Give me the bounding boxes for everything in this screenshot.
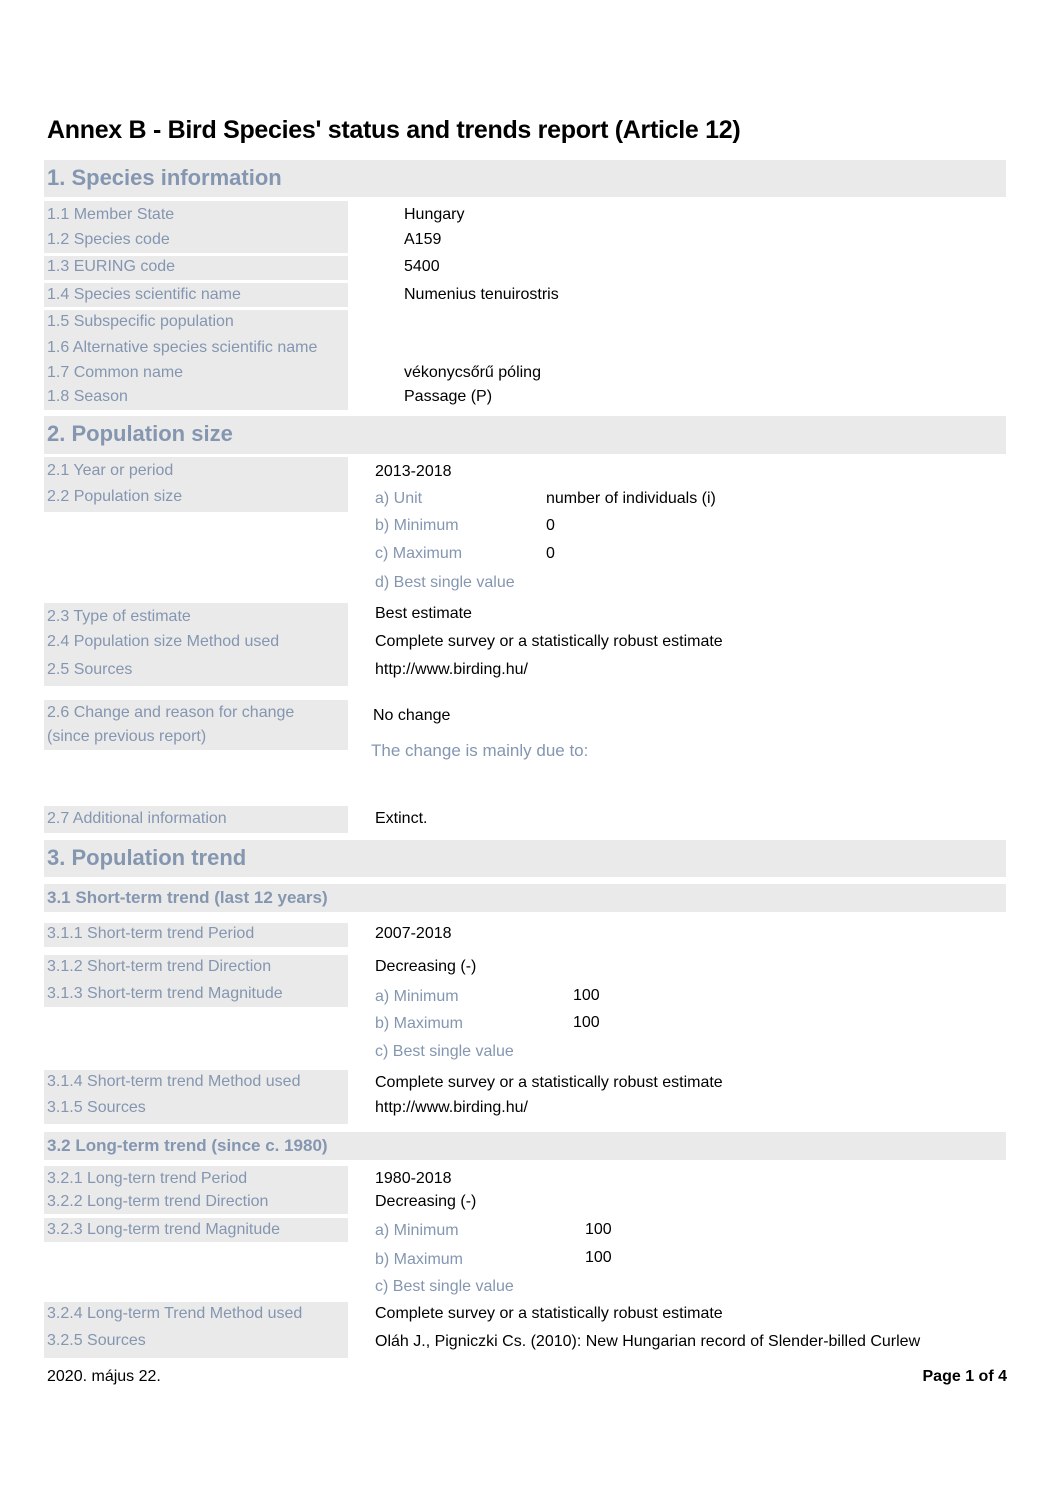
footer-date: 2020. május 22.	[47, 1368, 161, 1385]
long-term-minimum-value: 100	[585, 1221, 612, 1238]
long-term-minimum-label: a) Minimum	[375, 1222, 459, 1239]
minimum-label: b) Minimum	[375, 517, 459, 534]
sources-value: http://www.birding.hu/	[375, 661, 528, 678]
subspecific-population-label: 1.5 Subspecific population	[47, 313, 234, 330]
unit-label: a) Unit	[375, 490, 423, 507]
short-term-sources-label: 3.1.5 Sources	[47, 1099, 146, 1116]
sources-label: 2.5 Sources	[47, 661, 133, 678]
change-reason-label-line2: (since previous report)	[47, 728, 207, 745]
short-term-period-value: 2007-2018	[375, 925, 452, 942]
long-term-magnitude-label: 3.2.3 Long-term trend Magnitude	[47, 1221, 281, 1238]
long-term-maximum-value: 100	[585, 1249, 612, 1266]
short-term-magnitude-label: 3.1.3 Short-term trend Magnitude	[47, 985, 283, 1002]
season-label: 1.8 Season	[47, 388, 128, 405]
section-title: 1. Species information	[47, 165, 282, 190]
season-value: Passage (P)	[404, 388, 493, 405]
additional-info-label: 2.7 Additional information	[47, 810, 227, 827]
subsection-title: 3.1 Short-term trend (last 12 years)	[47, 888, 328, 907]
minimum-value: 0	[546, 517, 555, 534]
short-term-period-label: 3.1.1 Short-term trend Period	[47, 925, 255, 942]
long-term-direction-value: Decreasing (-)	[375, 1193, 477, 1210]
long-term-method-label: 3.2.4 Long-term Trend Method used	[47, 1305, 303, 1322]
alternative-name-label: 1.6 Alternative species scientific name	[47, 339, 318, 356]
page-number	[923, 1368, 1008, 1386]
short-term-maximum-label: b) Maximum	[375, 1015, 464, 1032]
short-term-sources-value: http://www.birding.hu/	[375, 1099, 528, 1116]
page-total: 4	[998, 1368, 1007, 1385]
page-current: 1	[965, 1368, 975, 1385]
subsection-header-long-term	[44, 1132, 1006, 1160]
unit-value: number of individuals (i)	[546, 490, 716, 507]
short-term-minimum-value: 100	[573, 987, 600, 1004]
short-term-direction-label: 3.1.2 Short-term trend Direction	[47, 958, 272, 975]
long-term-direction-label: 3.2.2 Long-term trend Direction	[47, 1193, 269, 1210]
change-reason-note: The change is mainly due to:	[371, 741, 589, 760]
long-term-maximum-label: b) Maximum	[375, 1251, 464, 1268]
additional-info-value: Extinct.	[375, 810, 428, 827]
section-title: 2. Population size	[47, 421, 233, 446]
species-code-label: 1.2 Species code	[47, 231, 170, 248]
long-term-best-value-label: c) Best single value	[375, 1278, 514, 1295]
long-term-sources-value: Oláh J., Pigniczki Cs. (2010): New Hungarian record of Slender-billed Curlew	[375, 1333, 921, 1350]
short-term-direction-value: Decreasing (-)	[375, 958, 477, 975]
section-header-population-size	[44, 416, 1006, 454]
short-term-maximum-value: 100	[573, 1014, 600, 1031]
change-reason-label: 2.6 Change and reason for change	[47, 704, 295, 721]
long-term-period-label: 3.2.1 Long-tern trend Period	[47, 1170, 248, 1187]
method-used-label: 2.4 Population size Method used	[47, 633, 280, 650]
member-state-label: 1.1 Member State	[47, 206, 175, 223]
species-code-value: A159	[404, 231, 442, 248]
maximum-label: c) Maximum	[375, 545, 463, 562]
member-state-value: Hungary	[404, 206, 465, 223]
long-term-sources-label: 3.2.5 Sources	[47, 1332, 146, 1349]
population-size-label: 2.2 Population size	[47, 488, 183, 505]
type-of-estimate-label: 2.3 Type of estimate	[47, 608, 191, 625]
method-used-value: Complete survey or a statistically robust estimate	[375, 633, 723, 650]
page-prefix: Page	[922, 1368, 966, 1385]
common-name-label: 1.7 Common name	[47, 364, 184, 381]
short-term-method-label: 3.1.4 Short-term trend Method used	[47, 1073, 301, 1090]
short-term-best-value-label: c) Best single value	[375, 1043, 514, 1060]
page-of: of	[974, 1368, 999, 1385]
subsection-header-short-term	[44, 884, 1006, 912]
scientific-name-label: 1.4 Species scientific name	[47, 286, 241, 303]
page-title: Annex B - Bird Species' status and trends report (Article 12)	[47, 116, 741, 144]
short-term-method-value: Complete survey or a statistically robust estimate	[375, 1074, 723, 1091]
section-header-species-information	[44, 160, 1006, 197]
long-term-period-value: 1980-2018	[375, 1170, 452, 1187]
type-of-estimate-value: Best estimate	[375, 605, 472, 622]
section-title: 3. Population trend	[47, 845, 247, 870]
change-value: No change	[373, 707, 451, 724]
subsection-title: 3.2 Long-term trend (since c. 1980)	[47, 1136, 328, 1155]
euring-code-value: 5400	[404, 258, 440, 275]
maximum-value: 0	[546, 545, 555, 562]
common-name-value: vékonycsőrű póling	[404, 364, 541, 381]
short-term-minimum-label: a) Minimum	[375, 988, 459, 1005]
scientific-name-value: Numenius tenuirostris	[404, 286, 559, 303]
euring-code-label: 1.3 EURING code	[47, 258, 176, 275]
best-single-value-label: d) Best single value	[375, 574, 515, 591]
section-header-population-trend	[44, 840, 1006, 877]
year-period-value: 2013-2018	[375, 463, 452, 480]
year-period-label: 2.1 Year or period	[47, 462, 174, 479]
long-term-method-value: Complete survey or a statistically robust estimate	[375, 1305, 723, 1322]
